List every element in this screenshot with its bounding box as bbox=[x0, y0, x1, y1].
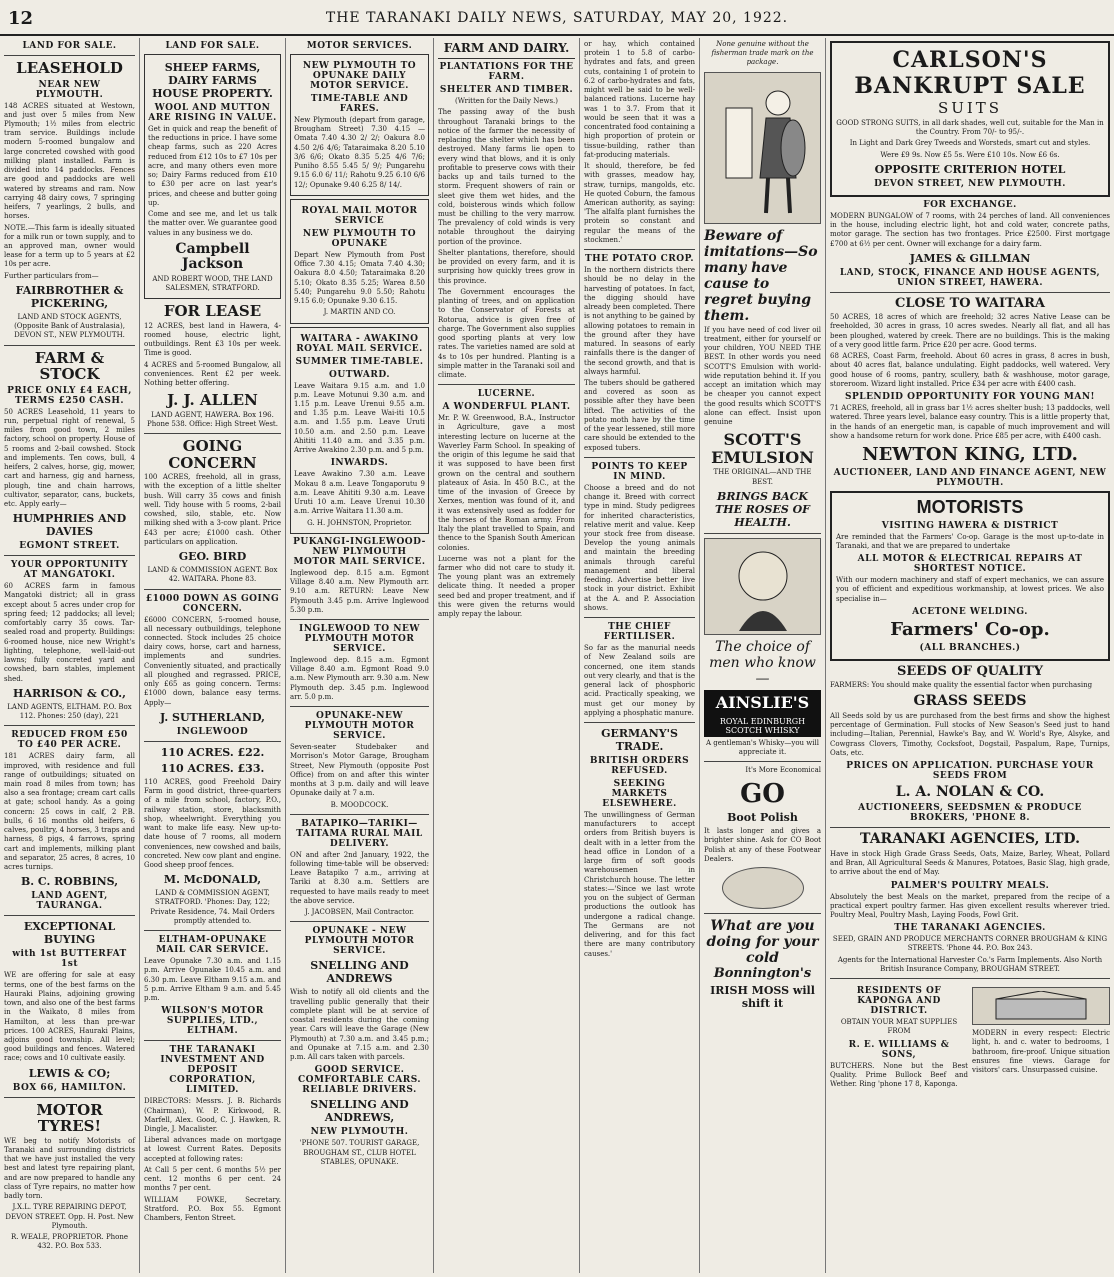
ad-headline: ROYAL MAIL MOTOR SERVICE bbox=[301, 205, 418, 226]
ad-subheading: £1000 DOWN AS GOING CONCERN. bbox=[145, 593, 280, 614]
ad-headline: RESIDENTS OF KAPONGA AND DISTRICT. bbox=[856, 986, 942, 1017]
agent-name: G. H. JOHNSTON, Proprietor. bbox=[307, 518, 412, 527]
ad-headline: WAITARA - AWAKINO ROYAL MAIL SERVICE. bbox=[296, 333, 423, 354]
ad-text: All Seeds sold by us are purchased from the best firms and show the highest percentage of Germination. Full stocks of New Season's Seed just to hand including—Italian, Perennial, Hawke's Bay, and W. World's Rye, Alsyke, and Cowgrass Clovers, Timothy, Cocksfoot, Dogstail, Paspalum, Rape, Turnips, Oats, etc. bbox=[830, 711, 1110, 757]
ad-text: It lasts longer and gives a brighter shine. Ask for CO Boot Polish at any of these Footwear Dealers. bbox=[704, 827, 821, 863]
agent-address: NEW PLYMOUTH. bbox=[310, 1127, 409, 1138]
hotel-illustration bbox=[972, 987, 1110, 1025]
ad-text: 50 ACRES Leasehold, 11 years to run, perpetual right of renewal, 5 miles from good town, 2 miles factory, school on property. House of 5 rooms and 2-bail cowshed. Stock and implements. Ten cows, bull, 4 heifers, 2 calves, horse, gig, mower, cart and harness, gig and harness, plough, tine and chain harrows, cultivator, separator, cans, buckets, etc. Apply early— bbox=[4, 407, 135, 508]
divider bbox=[584, 722, 695, 723]
ad-text: WE beg to notify Motorists of Taranaki and surrounding districts that we have just installed the very best and latest tyre repairing plant, and are now prepared to handle any class of Tyre repairs, no matter how badly torn. bbox=[4, 1136, 135, 1201]
ad-text: 60 ACRES farm in famous Mangatoki district; all in grass except about 5 acres under crop for spring feed; 12 paddocks; all level; comfortably carry 35 cows. Tar-sealed road and property. Buildings: 6-roomed house, nice new Wright's lighting, telephone, well-laid-out lawns; fully concreted yard and cowshed, barn stables, implement shed. bbox=[4, 582, 135, 683]
timetable-text: Leave Waitara 9.15 a.m. and 1.0 p.m. Leave Motunui 9.30 a.m. and 1.15 p.m. Leave Urenui 9.55 a.m. and 1.35 p.m. Leave Wai-iti 10.5 a.m. and 1.55 p.m. Leave Uruti 10.50 a.m. and 2.50 p.m. Leave Ahititi 11.40 a.m. and 3.35 p.m. Arrive Awakino 2.30 p.m. and 5 p.m. bbox=[294, 381, 425, 455]
ad-subheading: ALL MOTOR & ELECTRICAL REPAIRS AT SHORTEST NOTICE. bbox=[857, 554, 1083, 575]
article-paragraph: The passing away of the bush throughout Taranaki brings to the notice of the farmer the necessity of replacing the shelter which has been destroyed. Many farms lie open to every wind that blows, and it is only profitable to preserve cows with their backs up and tails turned to the storm. Frequent showers of rain or sleet give them wet hides, and the cold, boisterous winds which follow must be chilling to the very marrow. The prevalency of cold winds is very notable throughout the dairying portion of the province. bbox=[438, 108, 575, 246]
ad-text: 50 ACRES, 18 acres of which are freehold; 32 acres Native Lease can be freeholded, 30 acres in grass, 10 acres swedes. Nearly all flat, and all has been ploughed, watered by creek. There are no buildings. This is the making of a very good little farm. Price £20 per acre. Good terms. bbox=[830, 313, 1110, 349]
agent-name: HARRISON & CO., bbox=[13, 686, 126, 700]
ad-text: Liberal advances made on mortgage at lowest Current Rates. Deposits accepted at following rates: bbox=[144, 1136, 281, 1163]
ad-headline: OPUNAKE - NEW PLYMOUTH MOTOR SERVICE. bbox=[304, 926, 415, 957]
agent-address: BOX 66, HAMILTON. bbox=[12, 1082, 127, 1093]
ad-box bbox=[290, 54, 429, 196]
ad-text: GOOD STRONG SUITS, in all dark shades, well cut, suitable for the Man in the Country. From 70/- to 95/-. bbox=[836, 119, 1104, 137]
article-paragraph: Shelter plantations, therefore, should be provided on every farm, and it is surprising how quickly trees grow in this province. bbox=[438, 248, 575, 285]
ad-text: 12 ACRES, best land in Hawera, 4-roomed house, electric light, outbuildings. Rent £3 10s per week. Time is good. bbox=[144, 321, 281, 358]
ad-text: 71 ACRES, freehold, all in grass bar 1½ acres shelter bush; 13 paddocks, well watered. Three years level, balance easy country. This is a little property that, in the hands of an energetic man, is capable of much improvement and will show a handsome return for work done. Price £85 per acre, with £400 cash. bbox=[830, 404, 1110, 440]
brand-name: AINSLIE'S bbox=[704, 690, 821, 715]
ad-caption: It's More Economical bbox=[745, 766, 821, 775]
divider bbox=[704, 761, 821, 762]
page-number: 12 bbox=[8, 8, 34, 29]
column-7 bbox=[826, 38, 1114, 1273]
ad-subheading: INWARDS. bbox=[330, 458, 389, 469]
ad-text: Are reminded that the Farmers' Co-op. Garage is the most up-to-date in Taranaki, and that we are prepared to undertake bbox=[836, 532, 1104, 551]
gentleman-icon bbox=[723, 541, 803, 631]
agent-address: LAND AND STOCK AGENTS, (Opposite Bank of Australasia), DEVON ST., NEW PLYMOUTH. bbox=[14, 312, 125, 340]
timetable-text: New Plymouth (depart from garage, Brougham Street) 7.30 4.15 — Omata 7.40 4.30 2/ 2/; Oakura 8.0 4.50 2/6 4/6; Tataraimaka 8.20 5.10 3/6 6/6; Okato 8.35 5.25 4/6 7/6; Puniho 8.55 5.45 5/ 9/; Pungarehu 9.15 6.0 6/ 11/; Rahotu 9.25 6.10 6/6 12/; Opunake 9.40 6.25 8/ 14/. bbox=[294, 116, 425, 189]
ad-subheading: GOOD SERVICE. COMFORTABLE CARS. RELIABLE DRIVERS. bbox=[297, 1065, 422, 1096]
article-paragraph: Choose a breed and do not change it. Breed with correct type in mind. Study pedigrees for inherited characteristics, relative merit and value. Keep your stock free from disease. Develop the young animals and maintain the breeding animals through careful management and liberal feeding. Advertise better live stock in your district. Exhibit at the A. and P. Association shows. bbox=[584, 483, 695, 612]
article-heading: THE POTATO CROP. bbox=[584, 254, 695, 265]
ad-text: 181 ACRES dairy farm, all improved, with residence and full range of outbuildings; situated on main road 8 miles from town; has also a sea frontage; cream cart calls at gate; school handy. As a going concern: 25 cows in calf, 2 P.B. bulls, 6 16 months old heifers, 6 calves, poultry, 4 horses, 3 traps and harness, 8 pigs, 4 farrows, spring cart and implements, milking plant and separator, 25 acres, 8 acres, 10 acres turnips. bbox=[4, 752, 135, 872]
agent-address: LAND AGENT, HAWERA. Box 196. Phone 538. Office: High Street West. bbox=[147, 410, 278, 428]
ad-subheading: with 1st BUTTERFAT 1st bbox=[12, 949, 127, 970]
ad-text: Leave Opunake 7.30 a.m. and 1.15 p.m. Arrive Opunake 10.45 a.m. and 6.30 p.m. Leave Eltham 9.15 a.m. and 5 p.m. Arrive Eltham 9 a.m. and 5.45 p.m. bbox=[144, 957, 281, 1003]
article-paragraph: The Government encourages the planting of trees, and on application to the Conservator of Forests at Rotorua, advice is given free of charge. The Government also supplies good sporting plants at very low rates. The varieties named are sold at 4s to 10s per hundred. Planting is a simple matter in the Taranaki soil and climate. bbox=[438, 287, 575, 379]
ad-subheading: SUITS bbox=[937, 99, 1003, 117]
brand-name: SCOTT'S EMULSION bbox=[711, 430, 814, 467]
divider bbox=[584, 617, 695, 618]
divider bbox=[290, 921, 429, 922]
ad-text: Agents for the International Harvester Co.'s Farm Implements. Also North British Insurance Company, BROUGHAM STREET. bbox=[837, 955, 1103, 973]
section-heading: MOTOR SERVICES. bbox=[306, 41, 413, 51]
timetable-text: Inglewood dep. 8.15 a.m. Egmont Village 8.40 a.m. New Plymouth arr. 9.10 a.m. RETURN: Leave New Plymouth 3.45 p.m. Arrive Inglewood 5.30 p.m. bbox=[290, 568, 429, 614]
agent-address: EGMONT STREET. bbox=[19, 541, 120, 552]
article-heading: THE CHIEF FERTILISER. bbox=[603, 622, 676, 643]
masthead bbox=[0, 0, 1114, 36]
agent-address: LAND & COMMISSION AGENT, STRATFORD. 'Phones: Day, 122; Private Residence, 74. Mail Orders promptly attended to. bbox=[150, 889, 275, 925]
agent-name: J. SUTHERLAND, bbox=[160, 710, 265, 724]
ad-headline: LEASEHOLD bbox=[16, 59, 123, 77]
agent-address: AUCTIONEER, LAND AND FINANCE AGENT, NEW PLYMOUTH. bbox=[833, 467, 1107, 488]
timetable-text: Inglewood dep. 8.15 a.m. Egmont Village 8.40 a.m. Egmont Road 9.0 a.m. New Plymouth arr. 9.30 a.m. New Plymouth dep. 3.45 p.m. Inglewood arr. 5.0 p.m. bbox=[290, 655, 429, 701]
ad-text: MODERN BUNGALOW of 7 rooms, with 24 perches of land. All conveniences in the house, including electric light, hot and cold water, concrete paths, motor garage. The section has two frontages. Price £2500. First mortgage £700 at 6½ per cent. Owner will exchange for a dairy farm. bbox=[830, 211, 1110, 248]
agent-address: AUCTIONEERS, SEEDSMEN & PRODUCE BROKERS, 'PHONE 8. bbox=[858, 803, 1082, 824]
agent-name: NEWTON KING, LTD. bbox=[862, 443, 1078, 465]
agent-name: JAMES & GILLMAN bbox=[909, 251, 1031, 265]
ad-text: If you have need of cod liver oil treatment, either for yourself or your children, YOU NEED THE BEST. In other words you need SCOTT'S Emulsion with world-wide reputation behind it. If you accept an imitation which may be cheaper you cannot expect the good results which SCOTT'S alone can effect. Insist upon genuine bbox=[704, 325, 821, 427]
ad-headline: The choice of men who know— bbox=[709, 638, 816, 687]
ad-text: At Call 5 per cent. 6 months 5½ per cent. 12 months 6 per cent. 24 months 7 per cent. bbox=[144, 1165, 281, 1193]
ad-box bbox=[830, 491, 1110, 661]
ad-subheading: ELTHAM-OPUNAKE MAIL CAR SERVICE. bbox=[156, 935, 269, 956]
agent-address: LAND AGENT, TAURANGA. bbox=[31, 891, 108, 912]
agent-name: M. McDONALD, bbox=[163, 873, 262, 887]
divider bbox=[4, 55, 135, 56]
ad-text: In Light and Dark Grey Tweeds and Worsteds, smart cut and styles. bbox=[849, 139, 1091, 148]
ad-text: FARMERS: You should make quality the essential factor when purchasing bbox=[830, 681, 1093, 690]
ad-subheading: SPLENDID OPPORTUNITY FOR YOUNG MAN! bbox=[844, 392, 1096, 403]
agent-name: L. A. NOLAN & CO. bbox=[895, 784, 1045, 801]
ad-text: ON and after 2nd January, 1922, the following time-table will be observed: Leave Batapiko 7 a.m., arriving at Tariki at 8.30 a.m. Settlers are requested to have mails ready to meet the above service. bbox=[290, 850, 429, 905]
ad-box bbox=[830, 41, 1110, 197]
ad-text: 110 ACRES, good Freehold Dairy Farm in good district, three-quarters of a mile from school, factory, P.O., railway station, store, blacksmith shop, wheelwright. Everything you want to make life easy. New up-to-date house of 7 rooms, all modern conveniences, new cowshed and bails, concreted. New cow plant and engine. Good sheep proof fences. bbox=[144, 777, 281, 869]
ad-headline: MOTORISTS bbox=[916, 496, 1024, 517]
article-paragraph: It should, therefore, be fed with grasses, meadow hay, straw, turnips, mangolds, etc. He quoted Coburn, the famous American authority, as saying: 'The alfalfa plant furnishes the protein so constant and regular the means of the stockmen.' bbox=[584, 162, 695, 244]
article-subheading: A WONDERFUL PLANT. bbox=[442, 402, 571, 413]
agent-address: INGLEWOOD bbox=[176, 726, 249, 737]
gentleman-illustration bbox=[704, 538, 821, 635]
ad-subheading: THE TARANAKI INVESTMENT AND DEPOSIT CORPORATION, LIMITED. bbox=[160, 1045, 265, 1096]
ad-text: 4 ACRES and 5-roomed Bungalow, all conveniences. Rent £2 per week. Nothing better offering. bbox=[144, 360, 281, 387]
ad-text: Seven-seater Studebaker and Morrison's Motor Garage, Brougham Street, New Plymouth (opposite Post Office) from on and after this winter months at 3 p.m. daily and will leave Opunake daily at 7 a.m. bbox=[290, 743, 429, 798]
ad-subheading: OUTWARD. bbox=[329, 369, 390, 380]
agent-name: THE TARANAKI AGENCIES. bbox=[894, 923, 1046, 934]
article-heading: POINTS TO KEEP IN MIND. bbox=[591, 461, 688, 482]
ad-subheading: PALMER'S POULTRY MEALS. bbox=[890, 880, 1050, 891]
agent-address: DEVON STREET, NEW PLYMOUTH. bbox=[874, 178, 1066, 189]
ad-text: Absolutely the best Meals on the market, prepared from the recipe of a practical expert poultry farmer. Has given excellent results wherever tried. Poultry Meal, Poultry Mash, Laying Foods, Fowl Grit. bbox=[830, 892, 1110, 919]
hotel-ad bbox=[972, 983, 1110, 1091]
butcher-ad bbox=[830, 983, 968, 1091]
ad-slogan: BRINGS BACK THE ROSES OF HEALTH. bbox=[714, 489, 810, 529]
brand-tagline: THE ORIGINAL—AND THE BEST. bbox=[713, 468, 812, 486]
ad-text: Get in quick and reap the benefit of the reductions in price. I have some cheap farms, such as 220 Acres reduced from £12 10s to £7 10s per acre, and many others even more so; Dairy Farms reduced from £10 to £30 per acre on last year's prices, and cheese and butter going up. bbox=[148, 125, 277, 207]
agent-name: LEWIS & CO; bbox=[28, 1066, 111, 1080]
ad-headline: FARM & STOCK bbox=[34, 348, 105, 384]
ad-subheading: YOUR OPPORTUNITY AT MANGATOKI. bbox=[10, 560, 129, 581]
ad-note: NOTE.—This farm is ideally situated for a milk run or town supply, and to an approved man, owner would lease for a term up to 5 years at £2 10s per acre. bbox=[4, 223, 135, 269]
ad-caption: None genuine without the fisherman trade mark on the package. bbox=[711, 40, 814, 67]
hotel-building-icon bbox=[986, 991, 1096, 1021]
ad-headline: EXCEPTIONAL BUYING bbox=[23, 920, 116, 947]
ad-box bbox=[290, 327, 429, 534]
fisherman-illustration bbox=[704, 72, 821, 224]
article-subheading: BRITISH ORDERS REFUSED. bbox=[589, 756, 690, 776]
divider bbox=[144, 930, 281, 931]
ad-headline: FOR LEASE bbox=[163, 302, 262, 321]
newspaper-title: THE TARANAKI DAILY NEWS, SATURDAY, MAY 20, 1922. bbox=[325, 10, 789, 26]
ad-subheading: OBTAIN YOUR MEAT SUPPLIES FROM bbox=[840, 1018, 958, 1036]
ad-text: £6000 CONCERN, 5-roomed house, all necessary outbuildings, telephone connected. Stock includes 25 choice dairy cows, horse, cart and harness, implements and sundries. Conveniently situated, and practically all ploughed and regrassed. PRICE, only £65 as going concern. Terms: £1000 down, balance easy terms. Apply— bbox=[144, 615, 281, 707]
ad-subheading: PRICE ONLY £4 EACH, TERMS £250 CASH. bbox=[7, 385, 132, 406]
brand-tagline: (ALL BRANCHES.) bbox=[919, 642, 1021, 653]
ad-subheading: NEAR NEW PLYMOUTH. bbox=[35, 79, 104, 100]
agent-name: B. C. ROBBINS, bbox=[20, 875, 119, 889]
agent-address: 'PHONE 507. TOURIST GARAGE, BROUGHAM ST., CLUB HOTEL STABLES, OPUNAKE. bbox=[299, 1139, 420, 1166]
ad-headline: MOTOR TYRES! bbox=[36, 1100, 103, 1136]
ad-text: Wish to notify all old clients and the travelling public generally that their complete plant will be at service of coastal residents during the coming year. Cars will leave the Garage (New Plymouth) at 7.30 a.m. and 3.45 p.m.; and Opunake at 7.15 a.m. and 2.30 p.m. All cars taken with parcels. bbox=[290, 988, 429, 1062]
ad-headline: CLOSE TO WAITARA bbox=[894, 295, 1046, 311]
ad-headline: Beware of imitations—So many have cause to regret buying them. bbox=[704, 227, 818, 324]
divider bbox=[704, 533, 821, 534]
brand-name: GO bbox=[740, 778, 785, 809]
ad-headline: CARLSON'S BANKRUPT SALE bbox=[854, 47, 1086, 99]
article-heading: PLANTATIONS FOR THE FARM. bbox=[439, 62, 574, 83]
agent-address: J.X.L. TYRE REPAIRING DEPOT, DEVON STREET. Opp. H. Post. New Plymouth. bbox=[5, 1203, 134, 1230]
agent-address: LAND & COMMISSION AGENT. Box 42. WAITARA. Phone 83. bbox=[147, 566, 278, 584]
article-paragraph: or hay, which contained protein 1 to 5.8 of carbo-hydrates and fats, and green cuts, containing 1 of protein to 6.2 of carbo-hydrates and fats, might well be said to be well-balanced rations. Lucerne hay was 1 to 3.7. From that it would be seen that it was a concentrated food containing a high proportion of protein or tissue-building, rather than fat-producing materials. bbox=[584, 40, 695, 159]
article-heading: LUCERNE. bbox=[477, 389, 536, 400]
divider bbox=[290, 814, 429, 815]
section-heading: FARM AND DAIRY. bbox=[438, 42, 575, 59]
article-paragraph: The tubers should be gathered and covered as soon as possible after they have been lifted. The activities of the potato moth have by the time of the year lessened, still more care should be extended to the exposed tubers. bbox=[584, 378, 695, 452]
timetable-text: Leave Awakino 7.30 a.m. Leave Mokau 8 a.m. Leave Tongaporutu 9 a.m. Leave Ahititi 9.30 a.m. Leave Uruti 10 a.m. Leave Urenui 10.30 a.m. Arrive Waitara 11.30 a.m. bbox=[294, 470, 425, 516]
column-6 bbox=[700, 38, 826, 1273]
ad-headline: OPUNAKE-NEW PLYMOUTH MOTOR SERVICE. bbox=[304, 711, 415, 742]
ad-headline: SHEEP FARMS, DAIRY FARMS HOUSE PROPERTY. bbox=[152, 61, 273, 100]
divider bbox=[144, 1040, 281, 1041]
divider bbox=[4, 915, 135, 916]
timetable-text: Depart New Plymouth from Post Office 7.30 4.15; Omata 7.40 4.30; Oakura 8.0 4.50; Tataraimaka 8.20 5.10; Okato 8.35 5.25; Warea 8.50 5.40; Pungarehu 9.0 5.50; Rahotu 9.15 6.0; Opunake 9.30 6.15. bbox=[294, 250, 425, 306]
ad-headline: INGLEWOOD TO NEW PLYMOUTH MOTOR SERVICE. bbox=[299, 623, 420, 654]
ad-subheading: ACETONE WELDING. bbox=[912, 606, 1028, 617]
ad-text: A gentleman's Whisky—you will appreciate it. bbox=[705, 738, 819, 757]
ad-subheading: NEW PLYMOUTH TO OPUNAKE bbox=[302, 228, 417, 249]
agent-name: SNELLING AND ANDREWS bbox=[310, 959, 409, 986]
agent-name: OPPOSITE CRITERION HOTEL bbox=[874, 162, 1066, 176]
agent-address: AND ROBERT WOOD, THE LAND SALESMEN, STRATFORD. bbox=[152, 274, 273, 292]
divider bbox=[830, 292, 1110, 293]
agent-name: HUMPHRIES AND DAVIES bbox=[12, 512, 127, 539]
divider bbox=[4, 725, 135, 726]
divider bbox=[144, 741, 281, 742]
polish-tin-icon bbox=[722, 867, 804, 909]
agent-address: LAND, STOCK, FINANCE AND HOUSE AGENTS, UNION STREET, HAWERA. bbox=[839, 267, 1101, 288]
ad-box bbox=[290, 199, 429, 324]
agent-address: SEED, GRAIN AND PRODUCE MERCHANTS CORNER BROUGHAM & KING STREETS. 'Phone 44. P.O. Box 243. bbox=[832, 935, 1108, 953]
ad-headline: SEEDS OF QUALITY bbox=[897, 663, 1043, 679]
ad-subheading: REDUCED FROM £50 TO £40 PER ACRE. bbox=[11, 730, 128, 751]
article-paragraph: So far as the manurial needs of New Zealand soils are concerned, one item stands out very clearly, and that is the general lack of phosphoric acid. Practically speaking, we must get our money by applying a phosphatic manure. bbox=[584, 644, 695, 717]
column-1 bbox=[0, 38, 140, 1273]
ad-text: BUTCHERS. None but the Best Quality. Prime Bullock Beef and Wether. Ring 'phone 17 8, Kaponga. bbox=[830, 1061, 968, 1089]
agent-name: J. JACOBSEN, Mail Contractor. bbox=[304, 908, 415, 917]
ad-text: Come and see me, and let us talk the matter over. We guarantee good values in any business we do. bbox=[148, 210, 277, 237]
column-2 bbox=[140, 38, 286, 1273]
agent-name: SNELLING AND ANDREWS, bbox=[310, 1098, 409, 1125]
brand-tagline: ROYAL EDINBURGH SCOTCH WHISKY bbox=[704, 715, 821, 737]
ad-subheading: WOOL AND MUTTON ARE RISING IN VALUE. bbox=[148, 103, 277, 123]
divider bbox=[438, 384, 575, 385]
agent-name: B. MOODCOCK. bbox=[330, 800, 389, 809]
ad-text: Were £9 9s. Now £5 5s. Were £10 10s. Now £6 6s. bbox=[880, 150, 1060, 159]
ad-text: DIRECTORS: Messrs. J. B. Richards (Chairman), W. P. Kirkwood, R. Marfell, Alex. Good, C. J. Hawken, R. Dingle, J. Macalister. bbox=[144, 1097, 281, 1134]
brand-name: Farmers' Co-op. bbox=[890, 618, 1050, 640]
ad-headline: GRASS SEEDS bbox=[913, 693, 1027, 710]
divider bbox=[584, 249, 695, 250]
article-subheading: SHELTER AND TIMBER. bbox=[439, 85, 574, 96]
ad-headline: BATAPIKO—TARIKI—TAITAMA RURAL MAIL DELIVERY. bbox=[296, 818, 423, 849]
agent-address: LAND AGENTS, ELTHAM. P.O. Box 112. Phones: 250 (day), 221 bbox=[7, 702, 132, 721]
ad-subheading: PRICES ON APPLICATION. PURCHASE YOUR SEEDS FROM bbox=[846, 761, 1094, 782]
ad-subheading: SUMMER TIME-TABLE. bbox=[295, 356, 424, 367]
divider bbox=[704, 913, 821, 914]
ad-text: 148 ACRES situated at Westown, and just over 5 miles from New Plymouth; 1½ miles from electric tram service. Buildings include modern 5-roomed bungalow and large concreted cowshed with good milking plant installed. Farm is divided into 14 paddocks. Fences are good and paddocks are well watered by streams and ram. Now carrying 48 dairy cows, 7 springing heifers, 7 yearlings, 2 bulls, and horses. bbox=[4, 101, 135, 221]
divider bbox=[4, 345, 135, 346]
column-4 bbox=[434, 38, 580, 1273]
ad-headline: TARANAKI AGENCIES, LTD. bbox=[860, 831, 1080, 848]
ad-text: 68 ACRES, Coast Farm, freehold. About 60 acres in grass, 8 acres in bush, about 40 acres flat, balance undulating. Eight paddocks, well watered. Very good house of 6 rooms, pantry, scullery, bath & washhouse, motor garage, storeroom. Wizard light installed. Price £34 per acre with £400 cash. bbox=[830, 352, 1110, 388]
brand-tagline: Boot Polish bbox=[727, 811, 798, 825]
ad-headline: What are you doing for your cold bbox=[706, 918, 819, 967]
ad-text: With our modern machinery and staff of expert mechanics, we can assure you of efficient and expeditious workmanship, at lowest prices. We also specialise in— bbox=[836, 576, 1104, 603]
divider bbox=[4, 555, 135, 556]
ad-subheading: VISITING HAWERA & DISTRICT bbox=[881, 520, 1059, 531]
ad-text: WILLIAM FOWKE, Secretary. Stratford. P.O. Box 55. Egmont Chambers, Fenton Street. bbox=[144, 1195, 281, 1223]
article-paragraph: The unwillingness of German manufacturers to accept orders from British buyers is dealt with in a letter from the head office in London of a large firm of soft goods warehousemen in Christchurch house. The letter states:—'Since we last wrote you on the subject of German productions the outlook has undergone a radical change. The Germans are not delivering, and for this fact there are many contributory causes.' bbox=[584, 811, 695, 958]
byline: (Written for the Daily News.) bbox=[454, 97, 558, 106]
ad-headline: FOR EXCHANGE. bbox=[923, 199, 1017, 210]
section-heading: LAND FOR SALE. bbox=[165, 41, 260, 51]
agent-name: FAIRBROTHER & PICKERING, bbox=[15, 283, 124, 310]
ad-headline: PUKANGI-INGLEWOOD-NEW PLYMOUTH MOTOR MAIL SERVICE. bbox=[293, 536, 426, 567]
ad-box bbox=[144, 54, 281, 299]
article-subheading: SEEKING MARKETS ELSEWHERE. bbox=[602, 779, 677, 809]
agent-name: J. J. ALLEN bbox=[167, 391, 258, 410]
divider bbox=[290, 706, 429, 707]
section-heading: LAND FOR SALE. bbox=[22, 41, 117, 51]
agent-name: GEO. BIRD bbox=[178, 550, 247, 564]
divider bbox=[144, 589, 281, 590]
column-3 bbox=[286, 38, 434, 1273]
divider bbox=[830, 827, 1110, 828]
ad-text: WE are offering for sale at easy terms, one of the best farms on the Hauraki Plains, adjoining growing town, and also one of the best farms in the Waikato, 8 miles from Hamilton, at less than pre-war prices. 100 ACRES, Hauraki Plains, adjoins good township. All level; good buildings and fences. Watered race; cows and 10 cultivate easily. bbox=[4, 971, 135, 1063]
agent-name: Campbell Jackson bbox=[175, 240, 250, 273]
article-paragraph: Lucerne was not a plant for the farmer who did not care to study it. The young plant was an extremely delicate thing. It needed a proper seed bed and proper treatment, and if this were given the returns would amply repay the labour. bbox=[438, 554, 575, 619]
ad-subheading: TIME-TABLE AND FARES. bbox=[310, 94, 409, 114]
agent-address: R. WEALE, PROPRIETOR. Phone 432. P.O. Box 533. bbox=[10, 1233, 129, 1251]
ad-text: MODERN in every respect: Electric light, h. and c. water to bedrooms, 1 bathroom, fire-proof. Unique situation ensures fine views. Garage for visitors' cars. Unsurpassed cuisine. bbox=[972, 1029, 1110, 1075]
ad-headline: 110 ACRES. £33. bbox=[160, 761, 265, 775]
agent-name: J. MARTIN AND CO. bbox=[323, 308, 396, 317]
column-5 bbox=[580, 38, 700, 1273]
ad-slogan: IRISH MOSS will shift it bbox=[710, 984, 815, 1011]
divider bbox=[144, 433, 281, 434]
ad-headline: 110 ACRES. £22. bbox=[160, 745, 265, 759]
article-heading: GERMANY'S TRADE. bbox=[601, 727, 678, 753]
ad-text: Have in stock High Grade Grass Seeds, Oats, Maize, Barley, Wheat, Pollard and Bran, All Agricultural Seeds & Manures, Potatoes, Basic Slag, high grade, to arrive about the end of May. bbox=[830, 849, 1110, 877]
fisherman-icon bbox=[718, 78, 808, 218]
agent-name: WILSON'S MOTOR SUPPLIES, LTD., ELTHAM. bbox=[161, 1006, 264, 1037]
bottom-ads-row bbox=[830, 983, 1110, 1091]
brand-name: Bonnington's bbox=[713, 966, 812, 982]
divider bbox=[4, 1097, 135, 1098]
divider bbox=[584, 457, 695, 458]
article-paragraph: In the northern districts there should be no delay in the harvesting of potatoes. In fact, the digging should have already been completed. There is not anything to be gained by allowing potatoes to remain in the ground after they have matured. In seasons of early rainfalls there is the danger of the second growth, and that is always harmful. bbox=[584, 266, 695, 376]
divider bbox=[290, 619, 429, 620]
divider bbox=[830, 978, 1110, 979]
ad-headline: GOING CONCERN bbox=[168, 437, 257, 472]
article-paragraph: Mr. P. W. Greenwood, B.A., Instructor in Agriculture, gave a most interesting lecture on lucerne at the Waverley Farm School. In speaking of the origin of this legume he said that it was supposed to have been first grown on the central and southern plateaux of Asia. In 450 B.C., at the time of the invasion of Greece by Xerxes, mention was found of it, and it was extensively used as fodder for the horses of the Roman army. From Italy the plant travelled to Spain, and thence to the Spanish South American colonies. bbox=[438, 414, 575, 552]
ad-text: Further particulars from— bbox=[4, 271, 99, 280]
agent-name: R. E. WILLIAMS & SONS, bbox=[848, 1039, 950, 1060]
ad-text: 100 ACRES, freehold, all in grass, with the exception of a little shelter bush. Will carry 35 cows and finish well. Tidy house with 5 rooms, 2-bail cowshed, silo, stable, etc. Now milking shed with a 3-cow plant. Price £43 per acre; £1000 cash. Other particulars on application. bbox=[144, 473, 281, 546]
ad-headline: NEW PLYMOUTH TO OPUNAKE DAILY MOTOR SERVICE. bbox=[302, 61, 417, 91]
